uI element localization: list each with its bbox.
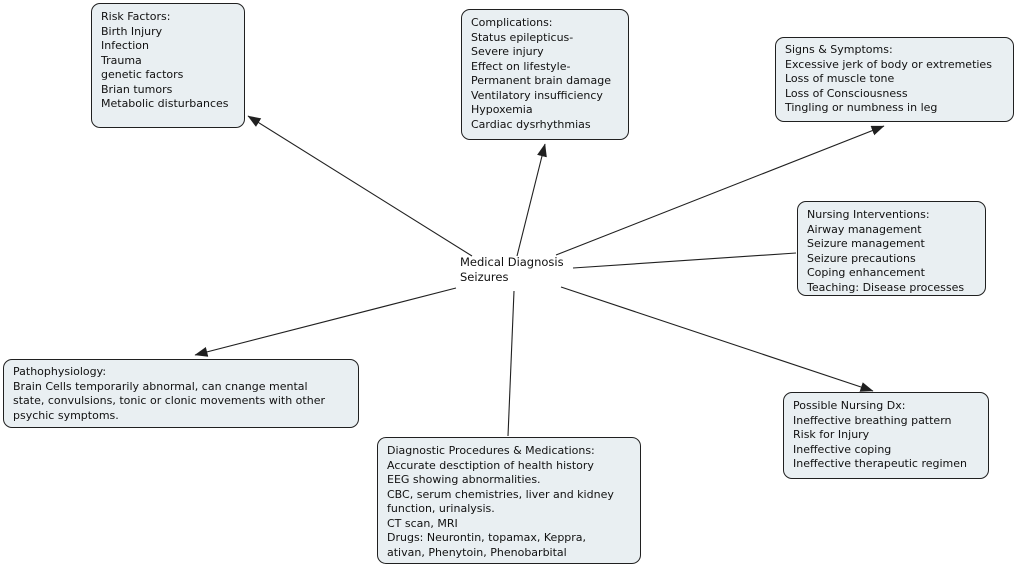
text-line: Brian tumors <box>101 82 173 96</box>
text-line: Nursing Interventions: <box>807 208 930 221</box>
text-line: Metabolic disturbances <box>101 97 229 110</box>
node-risk-factors[interactable] <box>91 3 245 128</box>
text-line: Seizures <box>460 269 509 284</box>
text-line: Permanent brain damage <box>471 74 612 87</box>
text-line: Complications: <box>471 16 553 29</box>
edge-center-to-diagnostics-medications <box>508 291 514 436</box>
text-line: Brain Cells temporarily abnormal, can cnange mental <box>13 379 308 393</box>
text-line: Birth Injury <box>101 24 163 38</box>
text-line: Tingling or numbness in leg <box>785 101 938 114</box>
edge-center-to-possible-nursing-dx <box>561 287 873 391</box>
text-line: Hypoxemia <box>471 103 533 116</box>
text-line: Loss of Consciousness <box>785 86 908 100</box>
text-line: Diagnostic Procedures & Medications: <box>387 444 595 457</box>
text-line: Ineffective breathing pattern <box>793 413 952 427</box>
text-line: Airway management <box>807 222 922 236</box>
text-line: CBC, serum chemistries, liver and kidney <box>387 487 614 501</box>
text-line: CT scan, MRI <box>387 516 458 530</box>
text-line: Ventilatory insufficiency <box>471 88 603 102</box>
text-line: Signs & Symptoms: <box>785 43 893 56</box>
text-line: psychic symptoms. <box>13 408 119 422</box>
text-line: Ineffective coping <box>793 442 892 456</box>
text-line: Effect on lifestyle- <box>471 59 571 73</box>
node-diagnostics-medications[interactable] <box>377 437 641 564</box>
text-line: genetic factors <box>101 68 184 81</box>
text-line: Severe injury <box>471 45 544 58</box>
edge-center-to-complications <box>517 144 545 256</box>
text-line: Loss of muscle tone <box>785 72 895 85</box>
edge-center-to-risk-factors <box>248 116 472 256</box>
text-line: Possible Nursing Dx: <box>793 399 906 412</box>
text-line: Status epilepticus- <box>471 30 574 44</box>
text-line: Teaching: Disease processes <box>807 280 965 294</box>
text-line: Ineffective therapeutic regimen <box>793 457 968 470</box>
text-line: state, convulsions, tonic or clonic movements with other <box>13 394 325 407</box>
text-line: Trauma <box>101 53 142 67</box>
text-line: Seizure precautions <box>807 251 916 265</box>
text-line: Coping enhancement <box>807 266 925 279</box>
center-node-seizures[interactable] <box>460 255 564 284</box>
text-line: Cardiac dysrhythmias <box>471 117 591 131</box>
text-line: Seizure management <box>807 237 925 250</box>
text-line: Risk for Injury <box>793 428 870 441</box>
text-line: EEG showing abnormalities. <box>387 473 541 486</box>
node-nursing-interventions[interactable] <box>797 201 986 296</box>
node-pathophysiology[interactable] <box>3 359 359 428</box>
edge-center-to-pathophysiology <box>195 288 456 355</box>
text-line: Accurate desctiption of health history <box>387 458 594 472</box>
text-line: Pathophysiology: <box>13 365 107 378</box>
text-line: ativan, Phenytoin, Phenobarbital <box>387 545 567 559</box>
text-line: Risk Factors: <box>101 10 171 23</box>
text-line: Medical Diagnosis <box>460 255 564 269</box>
text-line: function, urinalysis. <box>387 502 495 515</box>
text-line: Drugs: Neurontin, topamax, Keppra, <box>387 531 587 544</box>
edge-center-to-nursing-interventions <box>573 253 796 268</box>
node-complications[interactable] <box>461 9 629 140</box>
text-line: Excessive jerk of body or extremeties <box>785 57 992 71</box>
node-signs-symptoms[interactable] <box>775 37 1014 122</box>
node-possible-nursing-dx[interactable] <box>783 392 989 479</box>
text-line: Infection <box>101 39 149 52</box>
